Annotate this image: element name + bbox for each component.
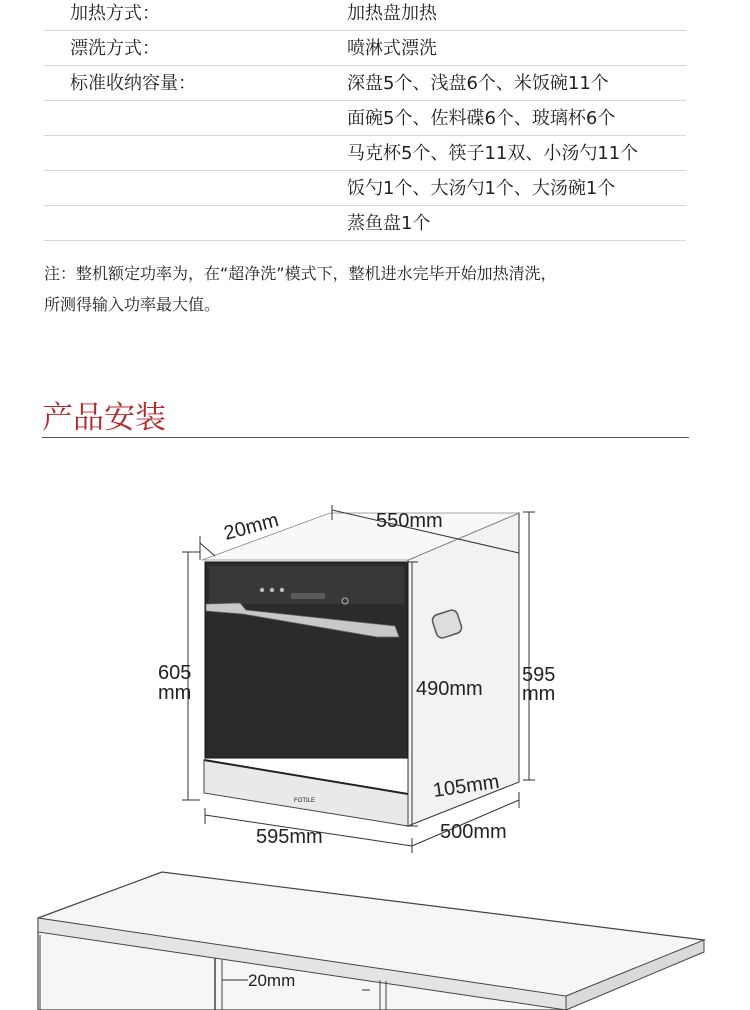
spec-row: [44, 0, 686, 31]
dim-door-height: 490mm: [416, 678, 483, 700]
spec-key: 标准收纳容量：: [70, 73, 196, 94]
dim-bottom-depth: 500mm: [440, 821, 507, 843]
spec-value: 蒸鱼盘1个: [347, 213, 431, 234]
spec-value: 深盘5个、浅盘6个、米饭碗11个: [347, 73, 609, 94]
panel-button-icon: [280, 588, 284, 592]
section-title: 产品安装: [42, 400, 166, 436]
dim-front-height-unit: mm: [158, 682, 192, 704]
dim-top-offset: 20mm: [221, 509, 281, 545]
note-line-2: 所测得输入功率最大值。: [44, 295, 221, 314]
power-note: [44, 258, 704, 320]
spec-key: 漂洗方式：: [70, 38, 160, 59]
display-window-icon: [291, 593, 325, 599]
section-divider: [42, 437, 689, 438]
dim-side-height-value: 595: [522, 664, 556, 686]
dim-side-height-unit: mm: [522, 683, 556, 705]
spec-row: [44, 171, 686, 206]
note-line-1: 注：整机额定功率为，在“超净洗”模式下，整机进水完毕开始加热清洗，: [44, 264, 557, 283]
cabinet-illustration: [38, 872, 704, 1010]
spec-value: 马克杯5个、筷子11双、小汤勺11个: [347, 143, 639, 164]
dim-top-depth: 550mm: [376, 510, 443, 532]
dim-front-height-value: 605: [158, 662, 192, 684]
dim-bottom-width: 595mm: [256, 826, 323, 848]
spec-row: [44, 136, 686, 171]
spec-row: [44, 101, 686, 136]
spec-key: 加热方式：: [70, 3, 160, 24]
panel-button-icon: [270, 588, 274, 592]
spec-row: [44, 206, 686, 241]
spec-value: 喷淋式漂洗: [347, 38, 437, 59]
installation-drawing: [0, 480, 750, 1010]
dim-base-height: 105mm: [431, 770, 501, 802]
spec-table: [44, 0, 686, 241]
spec-row: [44, 31, 686, 66]
spec-value: 面碗5个、佐料碟6个、玻璃杯6个: [347, 108, 616, 129]
spec-value: 加热盘加热: [347, 3, 437, 24]
brand-logo: FOTILE: [294, 798, 316, 804]
spec-value: 饭勺1个、大汤勺1个、大汤碗1个: [347, 178, 616, 199]
spec-row: [44, 66, 686, 101]
panel-button-icon: [260, 588, 264, 592]
dim-cabinet-offset: 20mm: [248, 971, 296, 990]
